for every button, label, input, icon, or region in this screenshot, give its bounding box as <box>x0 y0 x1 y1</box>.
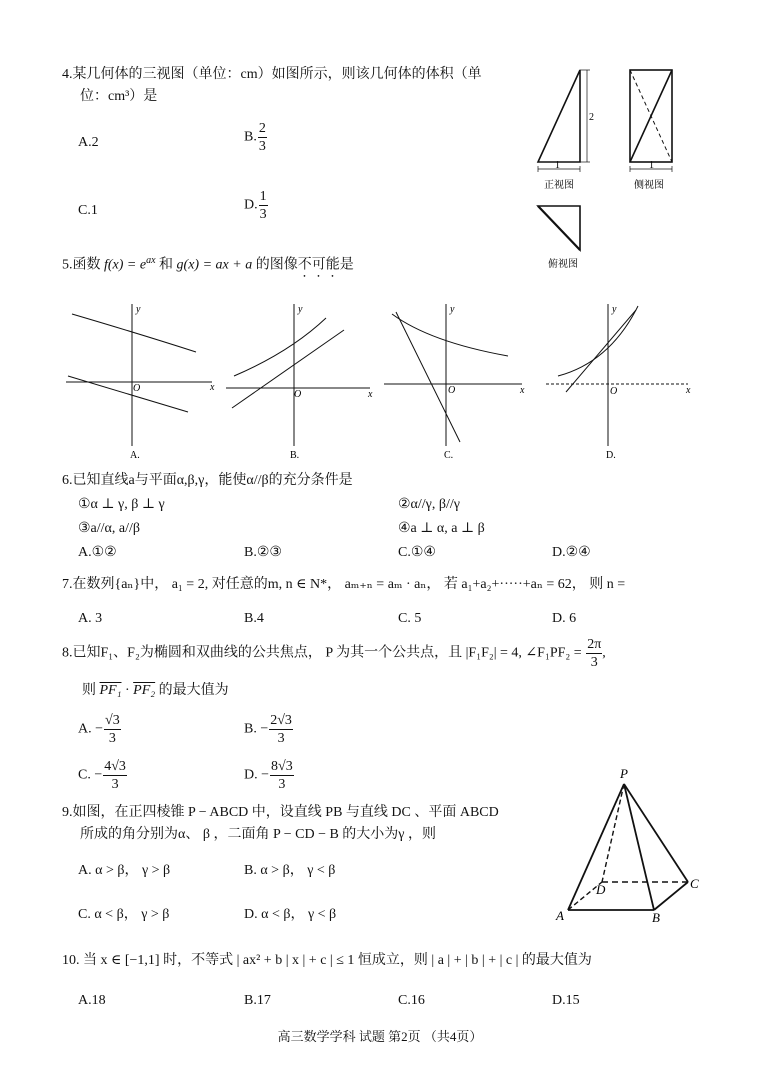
graph-c-y-label: y <box>450 304 455 315</box>
vertex-label-a: A <box>556 908 564 923</box>
q9-pyramid-figure <box>550 764 710 930</box>
q9-option-d: D. α < β， γ < β <box>244 907 337 922</box>
q8-option-d <box>244 758 294 793</box>
graph-a-x-label: x <box>210 382 215 393</box>
graph-a <box>66 304 212 446</box>
q5-stem <box>62 252 354 281</box>
q8-b-prefix: B. − <box>244 721 269 737</box>
graph-d-label: D. <box>606 450 616 461</box>
graph-b-x-label: x <box>368 389 373 400</box>
q7-option-b: B.4 <box>244 611 264 626</box>
dim-label-2: 2 <box>589 112 594 123</box>
top-view-label: 俯视图 <box>548 259 578 270</box>
q5-graphs <box>60 296 700 464</box>
q6-option-a: A.①② <box>78 545 117 560</box>
graph-d <box>546 304 688 446</box>
q4-option-b-fraction <box>258 120 267 155</box>
q8-b-den: 3 <box>277 731 285 746</box>
q5-suffix-dotted: 不可能 <box>297 257 340 273</box>
q4-option-b-num: 2 <box>258 121 266 136</box>
q10-option-c: C.16 <box>398 993 425 1008</box>
q10-option-d: D.15 <box>552 993 580 1008</box>
q5-f-exponent: ax <box>146 255 156 266</box>
q8-angle-num: 2π <box>587 637 602 652</box>
q10-stem: 10. 当 x ∈ [−1,1] 时，不等式 | ax² + b | x | + c | ≤ 1 恒成立，则 | a | + | b | + | c | 的最大值为 <box>62 953 592 968</box>
vertex-label-b: B <box>652 910 660 925</box>
q8-d-num: 8√3 <box>271 759 293 774</box>
q6-option-b: B.②③ <box>244 545 282 560</box>
q5-f-expr: f(x) = e <box>104 257 147 273</box>
q10-option-a: A.18 <box>78 993 106 1008</box>
graph-b <box>226 304 370 446</box>
side-view-drawing <box>630 70 672 172</box>
q9-stem-line1: 9.如图，在正四棱锥 P − ABCD 中，设直线 PB 与直线 DC 、平面 ABCD <box>62 805 499 820</box>
graph-a-origin: O <box>133 383 141 394</box>
graph-b-y-label: y <box>298 304 303 315</box>
page-footer: 高三数学学科 试题 第2页 （共4页） <box>277 1029 483 1044</box>
q4-option-b-prefix: B. <box>244 129 257 145</box>
q8-line2-suffix: 的最大值为 <box>158 683 229 698</box>
q8-vector-pf1: PF₁ <box>99 683 122 698</box>
q8-option-a <box>78 712 121 747</box>
q9-option-a: A. α > β， γ > β <box>78 863 171 878</box>
q8-angle-den: 3 <box>590 655 598 670</box>
q6-stem: 6.已知直线a与平面α,β,γ，能使α//β的充分条件是 <box>62 473 353 488</box>
q4-option-d-prefix: D. <box>244 197 258 213</box>
q5-mid: 和 <box>159 257 174 273</box>
q4-option-d-num: 1 <box>259 189 267 204</box>
q8-d-prefix: D. − <box>244 767 270 783</box>
q8-b-fraction <box>269 712 293 747</box>
q7-option-c: C. 5 <box>398 611 422 626</box>
q8-option-b <box>244 712 293 747</box>
pyramid-drawing <box>568 784 688 910</box>
q4-option-d <box>244 188 268 223</box>
q8-line2-prefix: 则 <box>82 683 96 698</box>
q8-c-prefix: C. − <box>78 767 103 783</box>
q8-stem: 8.已知F₁、F₂为椭圆和双曲线的公共焦点， P 为其一个公共点，且 |F₁F₂| = 4, ∠F₁PF₂ = $\frac{2\pi}{3}$ , <box>62 637 606 670</box>
q6-condition-4: ④a ⊥ α, a ⊥ β <box>398 521 485 536</box>
graph-c-label: C. <box>444 450 454 461</box>
graph-c <box>384 304 522 446</box>
q4-three-view-figure <box>530 62 690 277</box>
q4-stem-line2: 位：cm³）是 <box>80 89 158 104</box>
q4-stem-line1: 4.某几何体的三视图（单位：cm）如图所示，则该几何体的体积（单 <box>62 67 482 82</box>
q8-option-c <box>78 758 127 793</box>
q5-prefix: 5.函数 <box>62 257 101 273</box>
q8-a-prefix: A. − <box>78 721 104 737</box>
graph-d-y-label: y <box>612 304 617 315</box>
q4-option-c: C.1 <box>78 203 98 218</box>
graph-c-x-label: x <box>520 385 525 396</box>
q9-stem-line2: 所成的角分别为α、 β ，二面角 P − CD − B 的大小为γ ，则 <box>80 827 436 842</box>
q6-condition-1: ①α ⊥ γ, β ⊥ γ <box>78 497 165 512</box>
q8-b-num: 2√3 <box>270 713 292 728</box>
graph-a-label: A. <box>130 450 140 461</box>
q8-d-fraction <box>270 758 294 793</box>
front-view-drawing <box>538 70 590 172</box>
q8-a-den: 3 <box>108 731 116 746</box>
q5-suffix: 的图像 <box>255 257 298 273</box>
q8-a-fraction <box>104 712 121 747</box>
front-view-label: 正视图 <box>544 180 574 191</box>
q4-option-a: A.2 <box>78 135 99 150</box>
q4-option-b-den: 3 <box>258 139 266 154</box>
dim-label-1-front: 1 <box>555 160 560 171</box>
graph-b-origin: O <box>294 389 302 400</box>
q5-suffix-end: 是 <box>339 257 354 273</box>
q8-stem-text: 8.已知F₁、F₂为椭圆和双曲线的公共焦点， P 为其一个公共点，且 |F₁F₂| = 4, ∠F₁PF₂ = <box>62 645 582 661</box>
q4-option-b <box>244 120 267 155</box>
q10-option-b: B.17 <box>244 993 271 1008</box>
graph-a-y-label: y <box>136 304 141 315</box>
graph-c-origin: O <box>448 385 456 396</box>
q8-vector-pf2: PF₂ <box>133 683 156 698</box>
q7-option-a: A. 3 <box>78 611 103 626</box>
graph-d-origin: O <box>610 386 618 397</box>
q8-d-den: 3 <box>278 777 286 792</box>
q6-condition-3: ③a//α, a//β <box>78 521 140 536</box>
vertex-label-p: P <box>620 766 628 781</box>
q7-option-d: D. 6 <box>552 611 577 626</box>
q8-dot: · <box>124 683 130 698</box>
q8-c-den: 3 <box>111 777 119 792</box>
q9-option-c: C. α < β， γ > β <box>78 907 170 922</box>
q8-stem-line2 <box>82 682 229 700</box>
q8-a-num: √3 <box>105 713 120 728</box>
dim-label-1-side: 1 <box>649 160 654 171</box>
top-view-drawing <box>538 206 580 250</box>
q9-option-b: B. α > β， γ < β <box>244 863 336 878</box>
q5-g-expr: g(x) = ax + a <box>176 257 253 273</box>
q7-stem: 7.在数列{aₙ}中， a₁ = 2, 对任意的m, n ∈ N*， aₘ₊ₙ = aₘ · aₙ， 若 a₁+a₂+·····+aₙ = 62， 则 n = <box>62 577 626 592</box>
q6-option-d: D.②④ <box>552 545 591 560</box>
q6-condition-2: ②α//γ, β//γ <box>398 497 460 512</box>
q4-option-d-den: 3 <box>259 207 267 222</box>
vertex-label-d: D <box>596 882 606 897</box>
graph-b-label: B. <box>290 450 300 461</box>
q8-c-fraction <box>103 758 127 793</box>
q6-option-c: C.①④ <box>398 545 436 560</box>
q8-c-num: 4√3 <box>104 759 126 774</box>
side-view-label: 侧视图 <box>634 180 664 191</box>
q4-option-d-fraction <box>259 188 268 223</box>
vertex-label-c: C <box>690 876 699 891</box>
graph-d-x-label: x <box>686 385 691 396</box>
q8-angle-fraction <box>586 636 602 671</box>
